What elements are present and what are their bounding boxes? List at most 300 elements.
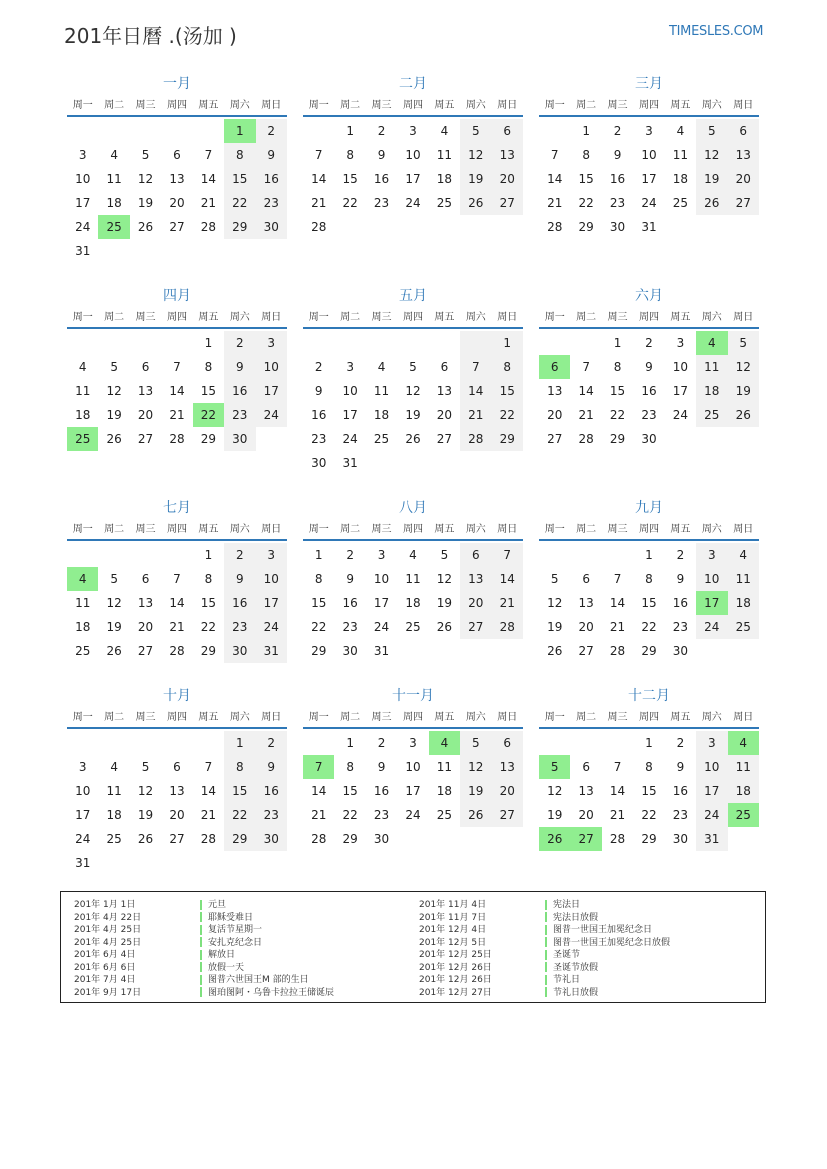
- day-cell[interactable]: 17: [672, 384, 689, 398]
- day-cell[interactable]: 29: [609, 432, 626, 446]
- day-cell[interactable]: 28: [547, 220, 563, 234]
- day-cell[interactable]: 13: [169, 172, 185, 186]
- day-cell[interactable]: 27: [578, 644, 594, 658]
- day-cell[interactable]: 29: [641, 832, 657, 846]
- day-cell[interactable]: 12: [547, 596, 563, 610]
- day-cell[interactable]: 1: [645, 548, 653, 562]
- day-cell[interactable]: 21: [547, 196, 563, 210]
- day-cell[interactable]: 2: [377, 736, 386, 750]
- day-cell[interactable]: 30: [373, 832, 390, 846]
- day-cell[interactable]: 14: [200, 172, 217, 186]
- day-cell[interactable]: 11: [728, 567, 759, 591]
- day-cell[interactable]: 18: [436, 784, 453, 798]
- day-cell[interactable]: 26: [728, 403, 759, 427]
- day-cell[interactable]: 1: [204, 336, 213, 350]
- day-cell[interactable]: 17: [373, 596, 390, 610]
- day-cell[interactable]: 10: [342, 384, 358, 398]
- day-cell[interactable]: 20: [492, 779, 523, 803]
- day-cell[interactable]: 8: [645, 572, 653, 586]
- day-cell[interactable]: 3: [346, 360, 354, 374]
- day-cell[interactable]: 11: [106, 172, 122, 186]
- day-cell[interactable]: 24: [256, 403, 287, 427]
- day-cell[interactable]: 12: [460, 755, 491, 779]
- day-cell[interactable]: 23: [224, 615, 255, 639]
- day-cell[interactable]: 11: [728, 755, 759, 779]
- day-cell[interactable]: 23: [672, 808, 689, 822]
- day-cell[interactable]: 12: [696, 143, 727, 167]
- day-cell[interactable]: 14: [200, 784, 217, 798]
- day-cell[interactable]: 4: [728, 543, 759, 567]
- day-cell[interactable]: 28: [609, 832, 626, 846]
- day-cell[interactable]: 26: [460, 803, 491, 827]
- day-cell[interactable]: 14: [547, 172, 563, 186]
- day-cell[interactable]: 9: [256, 755, 287, 779]
- day-cell[interactable]: 5: [409, 360, 417, 374]
- day-cell[interactable]: 1: [613, 336, 622, 350]
- day-cell[interactable]: 12: [728, 355, 759, 379]
- day-cell[interactable]: 23: [256, 803, 287, 827]
- day-cell[interactable]: 8: [492, 355, 523, 379]
- day-cell[interactable]: 17: [405, 784, 421, 798]
- day-cell[interactable]: 7: [492, 543, 523, 567]
- holiday-day-cell[interactable]: 7: [303, 755, 334, 779]
- day-cell[interactable]: 11: [405, 572, 421, 586]
- holiday-day-cell[interactable]: 17: [696, 591, 727, 615]
- day-cell[interactable]: 13: [578, 596, 594, 610]
- day-cell[interactable]: 18: [696, 379, 727, 403]
- day-cell[interactable]: 16: [672, 784, 689, 798]
- day-cell[interactable]: 21: [311, 808, 327, 822]
- day-cell[interactable]: 21: [492, 591, 523, 615]
- day-cell[interactable]: 19: [106, 620, 122, 634]
- day-cell[interactable]: 1: [645, 736, 653, 750]
- day-cell[interactable]: 23: [224, 403, 255, 427]
- day-cell[interactable]: 25: [106, 832, 122, 846]
- day-cell[interactable]: 2: [256, 119, 287, 143]
- day-cell[interactable]: 15: [641, 784, 657, 798]
- day-cell[interactable]: 8: [613, 360, 622, 374]
- day-cell[interactable]: 21: [169, 408, 185, 422]
- day-cell[interactable]: 22: [641, 808, 657, 822]
- day-cell[interactable]: 13: [460, 567, 491, 591]
- day-cell[interactable]: 11: [436, 148, 453, 162]
- day-cell[interactable]: 16: [256, 167, 287, 191]
- day-cell[interactable]: 22: [609, 408, 626, 422]
- day-cell[interactable]: 10: [405, 148, 421, 162]
- day-cell[interactable]: 15: [200, 596, 217, 610]
- day-cell[interactable]: 9: [314, 384, 323, 398]
- day-cell[interactable]: 24: [696, 803, 727, 827]
- day-cell[interactable]: 28: [169, 432, 185, 446]
- day-cell[interactable]: 5: [550, 572, 559, 586]
- day-cell[interactable]: 23: [373, 808, 390, 822]
- day-cell[interactable]: 14: [311, 784, 327, 798]
- day-cell[interactable]: 9: [645, 360, 653, 374]
- day-cell[interactable]: 16: [224, 379, 255, 403]
- day-cell[interactable]: 9: [377, 148, 386, 162]
- day-cell[interactable]: 27: [492, 191, 523, 215]
- day-cell[interactable]: 31: [373, 644, 390, 658]
- day-cell[interactable]: 7: [550, 148, 559, 162]
- day-cell[interactable]: 13: [492, 143, 523, 167]
- day-cell[interactable]: 22: [578, 196, 594, 210]
- day-cell[interactable]: 29: [492, 427, 523, 451]
- day-cell[interactable]: 2: [377, 124, 386, 138]
- day-cell[interactable]: 9: [256, 143, 287, 167]
- day-cell[interactable]: 7: [173, 572, 181, 586]
- day-cell[interactable]: 6: [141, 572, 150, 586]
- day-cell[interactable]: 3: [409, 124, 417, 138]
- day-cell[interactable]: 24: [256, 615, 287, 639]
- day-cell[interactable]: 15: [492, 379, 523, 403]
- day-cell[interactable]: 4: [78, 360, 87, 374]
- day-cell[interactable]: 9: [613, 148, 622, 162]
- day-cell[interactable]: 5: [110, 360, 118, 374]
- day-cell[interactable]: 25: [373, 432, 390, 446]
- day-cell[interactable]: 10: [75, 784, 91, 798]
- day-cell[interactable]: 23: [311, 432, 327, 446]
- day-cell[interactable]: 16: [224, 591, 255, 615]
- day-cell[interactable]: 15: [578, 172, 594, 186]
- day-cell[interactable]: 12: [547, 784, 563, 798]
- day-cell[interactable]: 14: [609, 596, 626, 610]
- day-cell[interactable]: 17: [75, 808, 91, 822]
- day-cell[interactable]: 30: [224, 427, 255, 451]
- day-cell[interactable]: 15: [609, 384, 626, 398]
- day-cell[interactable]: 13: [436, 384, 453, 398]
- day-cell[interactable]: 31: [256, 639, 287, 663]
- day-cell[interactable]: 14: [169, 596, 185, 610]
- day-cell[interactable]: 18: [75, 408, 91, 422]
- day-cell[interactable]: 7: [204, 760, 213, 774]
- day-cell[interactable]: 16: [641, 384, 657, 398]
- day-cell[interactable]: 30: [672, 832, 689, 846]
- day-cell[interactable]: 8: [224, 755, 255, 779]
- day-cell[interactable]: 6: [141, 360, 150, 374]
- day-cell[interactable]: 19: [460, 167, 491, 191]
- day-cell[interactable]: 25: [405, 620, 421, 634]
- day-cell[interactable]: 28: [311, 220, 327, 234]
- day-cell[interactable]: 7: [460, 355, 491, 379]
- day-cell[interactable]: 13: [169, 784, 185, 798]
- holiday-day-cell[interactable]: 25: [67, 427, 98, 451]
- day-cell[interactable]: 15: [200, 384, 217, 398]
- day-cell[interactable]: 21: [200, 808, 217, 822]
- day-cell[interactable]: 19: [106, 408, 122, 422]
- day-cell[interactable]: 10: [256, 355, 287, 379]
- day-cell[interactable]: 27: [436, 432, 453, 446]
- day-cell[interactable]: 19: [547, 620, 563, 634]
- day-cell[interactable]: 30: [256, 215, 287, 239]
- holiday-day-cell[interactable]: 22: [193, 403, 224, 427]
- day-cell[interactable]: 26: [460, 191, 491, 215]
- day-cell[interactable]: 4: [110, 148, 118, 162]
- holiday-day-cell[interactable]: 26: [539, 827, 570, 851]
- day-cell[interactable]: 15: [311, 596, 327, 610]
- holiday-day-cell[interactable]: 1: [224, 119, 255, 143]
- day-cell[interactable]: 26: [106, 644, 122, 658]
- day-cell[interactable]: 29: [311, 644, 327, 658]
- day-cell[interactable]: 23: [641, 408, 657, 422]
- day-cell[interactable]: 8: [204, 360, 213, 374]
- day-cell[interactable]: 6: [492, 119, 523, 143]
- day-cell[interactable]: 20: [492, 167, 523, 191]
- day-cell[interactable]: 4: [110, 760, 118, 774]
- day-cell[interactable]: 16: [311, 408, 327, 422]
- day-cell[interactable]: 16: [342, 596, 358, 610]
- day-cell[interactable]: 23: [256, 191, 287, 215]
- day-cell[interactable]: 17: [641, 172, 657, 186]
- day-cell[interactable]: 27: [137, 644, 154, 658]
- day-cell[interactable]: 26: [696, 191, 727, 215]
- day-cell[interactable]: 2: [256, 731, 287, 755]
- day-cell[interactable]: 1: [314, 548, 323, 562]
- day-cell[interactable]: 30: [256, 827, 287, 851]
- day-cell[interactable]: 5: [440, 548, 449, 562]
- day-cell[interactable]: 3: [696, 731, 727, 755]
- day-cell[interactable]: 10: [405, 760, 421, 774]
- day-cell[interactable]: 30: [672, 644, 689, 658]
- day-cell[interactable]: 9: [224, 567, 255, 591]
- day-cell[interactable]: 28: [200, 220, 217, 234]
- day-cell[interactable]: 8: [314, 572, 323, 586]
- day-cell[interactable]: 9: [676, 572, 685, 586]
- day-cell[interactable]: 29: [578, 220, 594, 234]
- day-cell[interactable]: 12: [137, 784, 154, 798]
- day-cell[interactable]: 22: [342, 808, 358, 822]
- day-cell[interactable]: 6: [582, 572, 590, 586]
- day-cell[interactable]: 25: [75, 644, 91, 658]
- day-cell[interactable]: 27: [137, 432, 154, 446]
- day-cell[interactable]: 8: [224, 143, 255, 167]
- day-cell[interactable]: 8: [204, 572, 213, 586]
- day-cell[interactable]: 12: [106, 596, 122, 610]
- day-cell[interactable]: 29: [224, 827, 255, 851]
- day-cell[interactable]: 6: [460, 543, 491, 567]
- day-cell[interactable]: 24: [75, 832, 91, 846]
- day-cell[interactable]: 20: [578, 620, 594, 634]
- day-cell[interactable]: 17: [256, 379, 287, 403]
- day-cell[interactable]: 18: [728, 779, 759, 803]
- day-cell[interactable]: 23: [672, 620, 689, 634]
- day-cell[interactable]: 24: [641, 196, 657, 210]
- day-cell[interactable]: 2: [676, 736, 685, 750]
- holiday-day-cell[interactable]: 4: [429, 731, 460, 755]
- day-cell[interactable]: 22: [224, 803, 255, 827]
- day-cell[interactable]: 15: [641, 596, 657, 610]
- day-cell[interactable]: 30: [342, 644, 358, 658]
- day-cell[interactable]: 25: [436, 808, 453, 822]
- day-cell[interactable]: 14: [460, 379, 491, 403]
- day-cell[interactable]: 20: [547, 408, 563, 422]
- day-cell[interactable]: 16: [373, 172, 390, 186]
- day-cell[interactable]: 25: [672, 196, 689, 210]
- day-cell[interactable]: 18: [405, 596, 421, 610]
- day-cell[interactable]: 12: [436, 572, 453, 586]
- day-cell[interactable]: 2: [224, 331, 255, 355]
- day-cell[interactable]: 19: [547, 808, 563, 822]
- day-cell[interactable]: 18: [672, 172, 689, 186]
- day-cell[interactable]: 11: [436, 760, 453, 774]
- day-cell[interactable]: 22: [342, 196, 358, 210]
- day-cell[interactable]: 7: [582, 360, 590, 374]
- day-cell[interactable]: 20: [137, 408, 154, 422]
- day-cell[interactable]: 10: [373, 572, 390, 586]
- day-cell[interactable]: 26: [405, 432, 421, 446]
- day-cell[interactable]: 24: [405, 196, 421, 210]
- day-cell[interactable]: 1: [346, 736, 354, 750]
- day-cell[interactable]: 7: [613, 760, 622, 774]
- day-cell[interactable]: 17: [696, 779, 727, 803]
- day-cell[interactable]: 5: [728, 331, 759, 355]
- day-cell[interactable]: 6: [582, 760, 590, 774]
- day-cell[interactable]: 19: [436, 596, 453, 610]
- day-cell[interactable]: 30: [224, 639, 255, 663]
- holiday-day-cell[interactable]: 4: [696, 331, 727, 355]
- day-cell[interactable]: 18: [373, 408, 390, 422]
- day-cell[interactable]: 5: [460, 119, 491, 143]
- day-cell[interactable]: 19: [728, 379, 759, 403]
- day-cell[interactable]: 5: [696, 119, 727, 143]
- day-cell[interactable]: 31: [75, 244, 91, 258]
- day-cell[interactable]: 5: [141, 148, 150, 162]
- day-cell[interactable]: 17: [342, 408, 358, 422]
- day-cell[interactable]: 3: [78, 148, 87, 162]
- day-cell[interactable]: 19: [696, 167, 727, 191]
- day-cell[interactable]: 20: [728, 167, 759, 191]
- day-cell[interactable]: 10: [696, 755, 727, 779]
- day-cell[interactable]: 8: [582, 148, 590, 162]
- holiday-day-cell[interactable]: 25: [98, 215, 129, 239]
- day-cell[interactable]: 19: [460, 779, 491, 803]
- day-cell[interactable]: 22: [492, 403, 523, 427]
- holiday-day-cell[interactable]: 6: [539, 355, 570, 379]
- day-cell[interactable]: 25: [696, 403, 727, 427]
- day-cell[interactable]: 3: [645, 124, 653, 138]
- day-cell[interactable]: 22: [641, 620, 657, 634]
- day-cell[interactable]: 15: [342, 172, 358, 186]
- day-cell[interactable]: 13: [728, 143, 759, 167]
- day-cell[interactable]: 14: [578, 384, 594, 398]
- day-cell[interactable]: 24: [696, 615, 727, 639]
- day-cell[interactable]: 9: [346, 572, 354, 586]
- day-cell[interactable]: 30: [311, 456, 327, 470]
- day-cell[interactable]: 24: [75, 220, 91, 234]
- day-cell[interactable]: 18: [728, 591, 759, 615]
- day-cell[interactable]: 1: [582, 124, 590, 138]
- day-cell[interactable]: 18: [106, 808, 122, 822]
- day-cell[interactable]: 6: [728, 119, 759, 143]
- day-cell[interactable]: 20: [578, 808, 594, 822]
- day-cell[interactable]: 3: [256, 331, 287, 355]
- day-cell[interactable]: 13: [578, 784, 594, 798]
- day-cell[interactable]: 27: [169, 220, 185, 234]
- day-cell[interactable]: 28: [609, 644, 626, 658]
- day-cell[interactable]: 1: [204, 548, 213, 562]
- day-cell[interactable]: 3: [78, 760, 87, 774]
- day-cell[interactable]: 6: [173, 148, 181, 162]
- day-cell[interactable]: 28: [578, 432, 594, 446]
- day-cell[interactable]: 6: [440, 360, 449, 374]
- day-cell[interactable]: 27: [728, 191, 759, 215]
- holiday-day-cell[interactable]: 5: [539, 755, 570, 779]
- day-cell[interactable]: 9: [224, 355, 255, 379]
- day-cell[interactable]: 27: [169, 832, 185, 846]
- day-cell[interactable]: 27: [547, 432, 563, 446]
- day-cell[interactable]: 24: [373, 620, 390, 634]
- day-cell[interactable]: 31: [641, 220, 657, 234]
- day-cell[interactable]: 31: [75, 856, 91, 870]
- day-cell[interactable]: 28: [492, 615, 523, 639]
- day-cell[interactable]: 21: [169, 620, 185, 634]
- day-cell[interactable]: 19: [137, 808, 154, 822]
- day-cell[interactable]: 26: [106, 432, 122, 446]
- day-cell[interactable]: 18: [75, 620, 91, 634]
- day-cell[interactable]: 9: [377, 760, 386, 774]
- day-cell[interactable]: 28: [460, 427, 491, 451]
- day-cell[interactable]: 23: [342, 620, 358, 634]
- day-cell[interactable]: 26: [436, 620, 453, 634]
- day-cell[interactable]: 10: [696, 567, 727, 591]
- day-cell[interactable]: 10: [256, 567, 287, 591]
- holiday-day-cell[interactable]: 27: [570, 827, 601, 851]
- day-cell[interactable]: 3: [377, 548, 386, 562]
- day-cell[interactable]: 13: [492, 755, 523, 779]
- day-cell[interactable]: 20: [169, 808, 185, 822]
- day-cell[interactable]: 1: [492, 331, 523, 355]
- day-cell[interactable]: 26: [137, 832, 154, 846]
- day-cell[interactable]: 2: [613, 124, 622, 138]
- day-cell[interactable]: 2: [224, 543, 255, 567]
- day-cell[interactable]: 17: [256, 591, 287, 615]
- day-cell[interactable]: 14: [169, 384, 185, 398]
- day-cell[interactable]: 12: [137, 172, 154, 186]
- day-cell[interactable]: 5: [141, 760, 150, 774]
- day-cell[interactable]: 1: [224, 731, 255, 755]
- day-cell[interactable]: 21: [311, 196, 327, 210]
- site-logo[interactable]: TIMESLES.COM: [669, 24, 764, 39]
- day-cell[interactable]: 29: [641, 644, 657, 658]
- day-cell[interactable]: 19: [137, 196, 154, 210]
- day-cell[interactable]: 25: [728, 615, 759, 639]
- day-cell[interactable]: 27: [492, 803, 523, 827]
- day-cell[interactable]: 7: [204, 148, 213, 162]
- day-cell[interactable]: 12: [106, 384, 122, 398]
- day-cell[interactable]: 2: [645, 336, 653, 350]
- day-cell[interactable]: 20: [460, 591, 491, 615]
- day-cell[interactable]: 4: [676, 124, 685, 138]
- day-cell[interactable]: 4: [440, 124, 449, 138]
- day-cell[interactable]: 20: [436, 408, 453, 422]
- day-cell[interactable]: 24: [672, 408, 689, 422]
- day-cell[interactable]: 21: [578, 408, 594, 422]
- day-cell[interactable]: 30: [609, 220, 626, 234]
- holiday-day-cell[interactable]: 4: [67, 567, 98, 591]
- day-cell[interactable]: 5: [110, 572, 118, 586]
- day-cell[interactable]: 30: [641, 432, 657, 446]
- day-cell[interactable]: 21: [609, 808, 626, 822]
- day-cell[interactable]: 29: [342, 832, 358, 846]
- day-cell[interactable]: 5: [460, 731, 491, 755]
- day-cell[interactable]: 16: [373, 784, 390, 798]
- day-cell[interactable]: 15: [224, 167, 255, 191]
- day-cell[interactable]: 29: [200, 644, 217, 658]
- day-cell[interactable]: 16: [609, 172, 626, 186]
- day-cell[interactable]: 16: [672, 596, 689, 610]
- day-cell[interactable]: 4: [377, 360, 386, 374]
- day-cell[interactable]: 3: [409, 736, 417, 750]
- day-cell[interactable]: 3: [696, 543, 727, 567]
